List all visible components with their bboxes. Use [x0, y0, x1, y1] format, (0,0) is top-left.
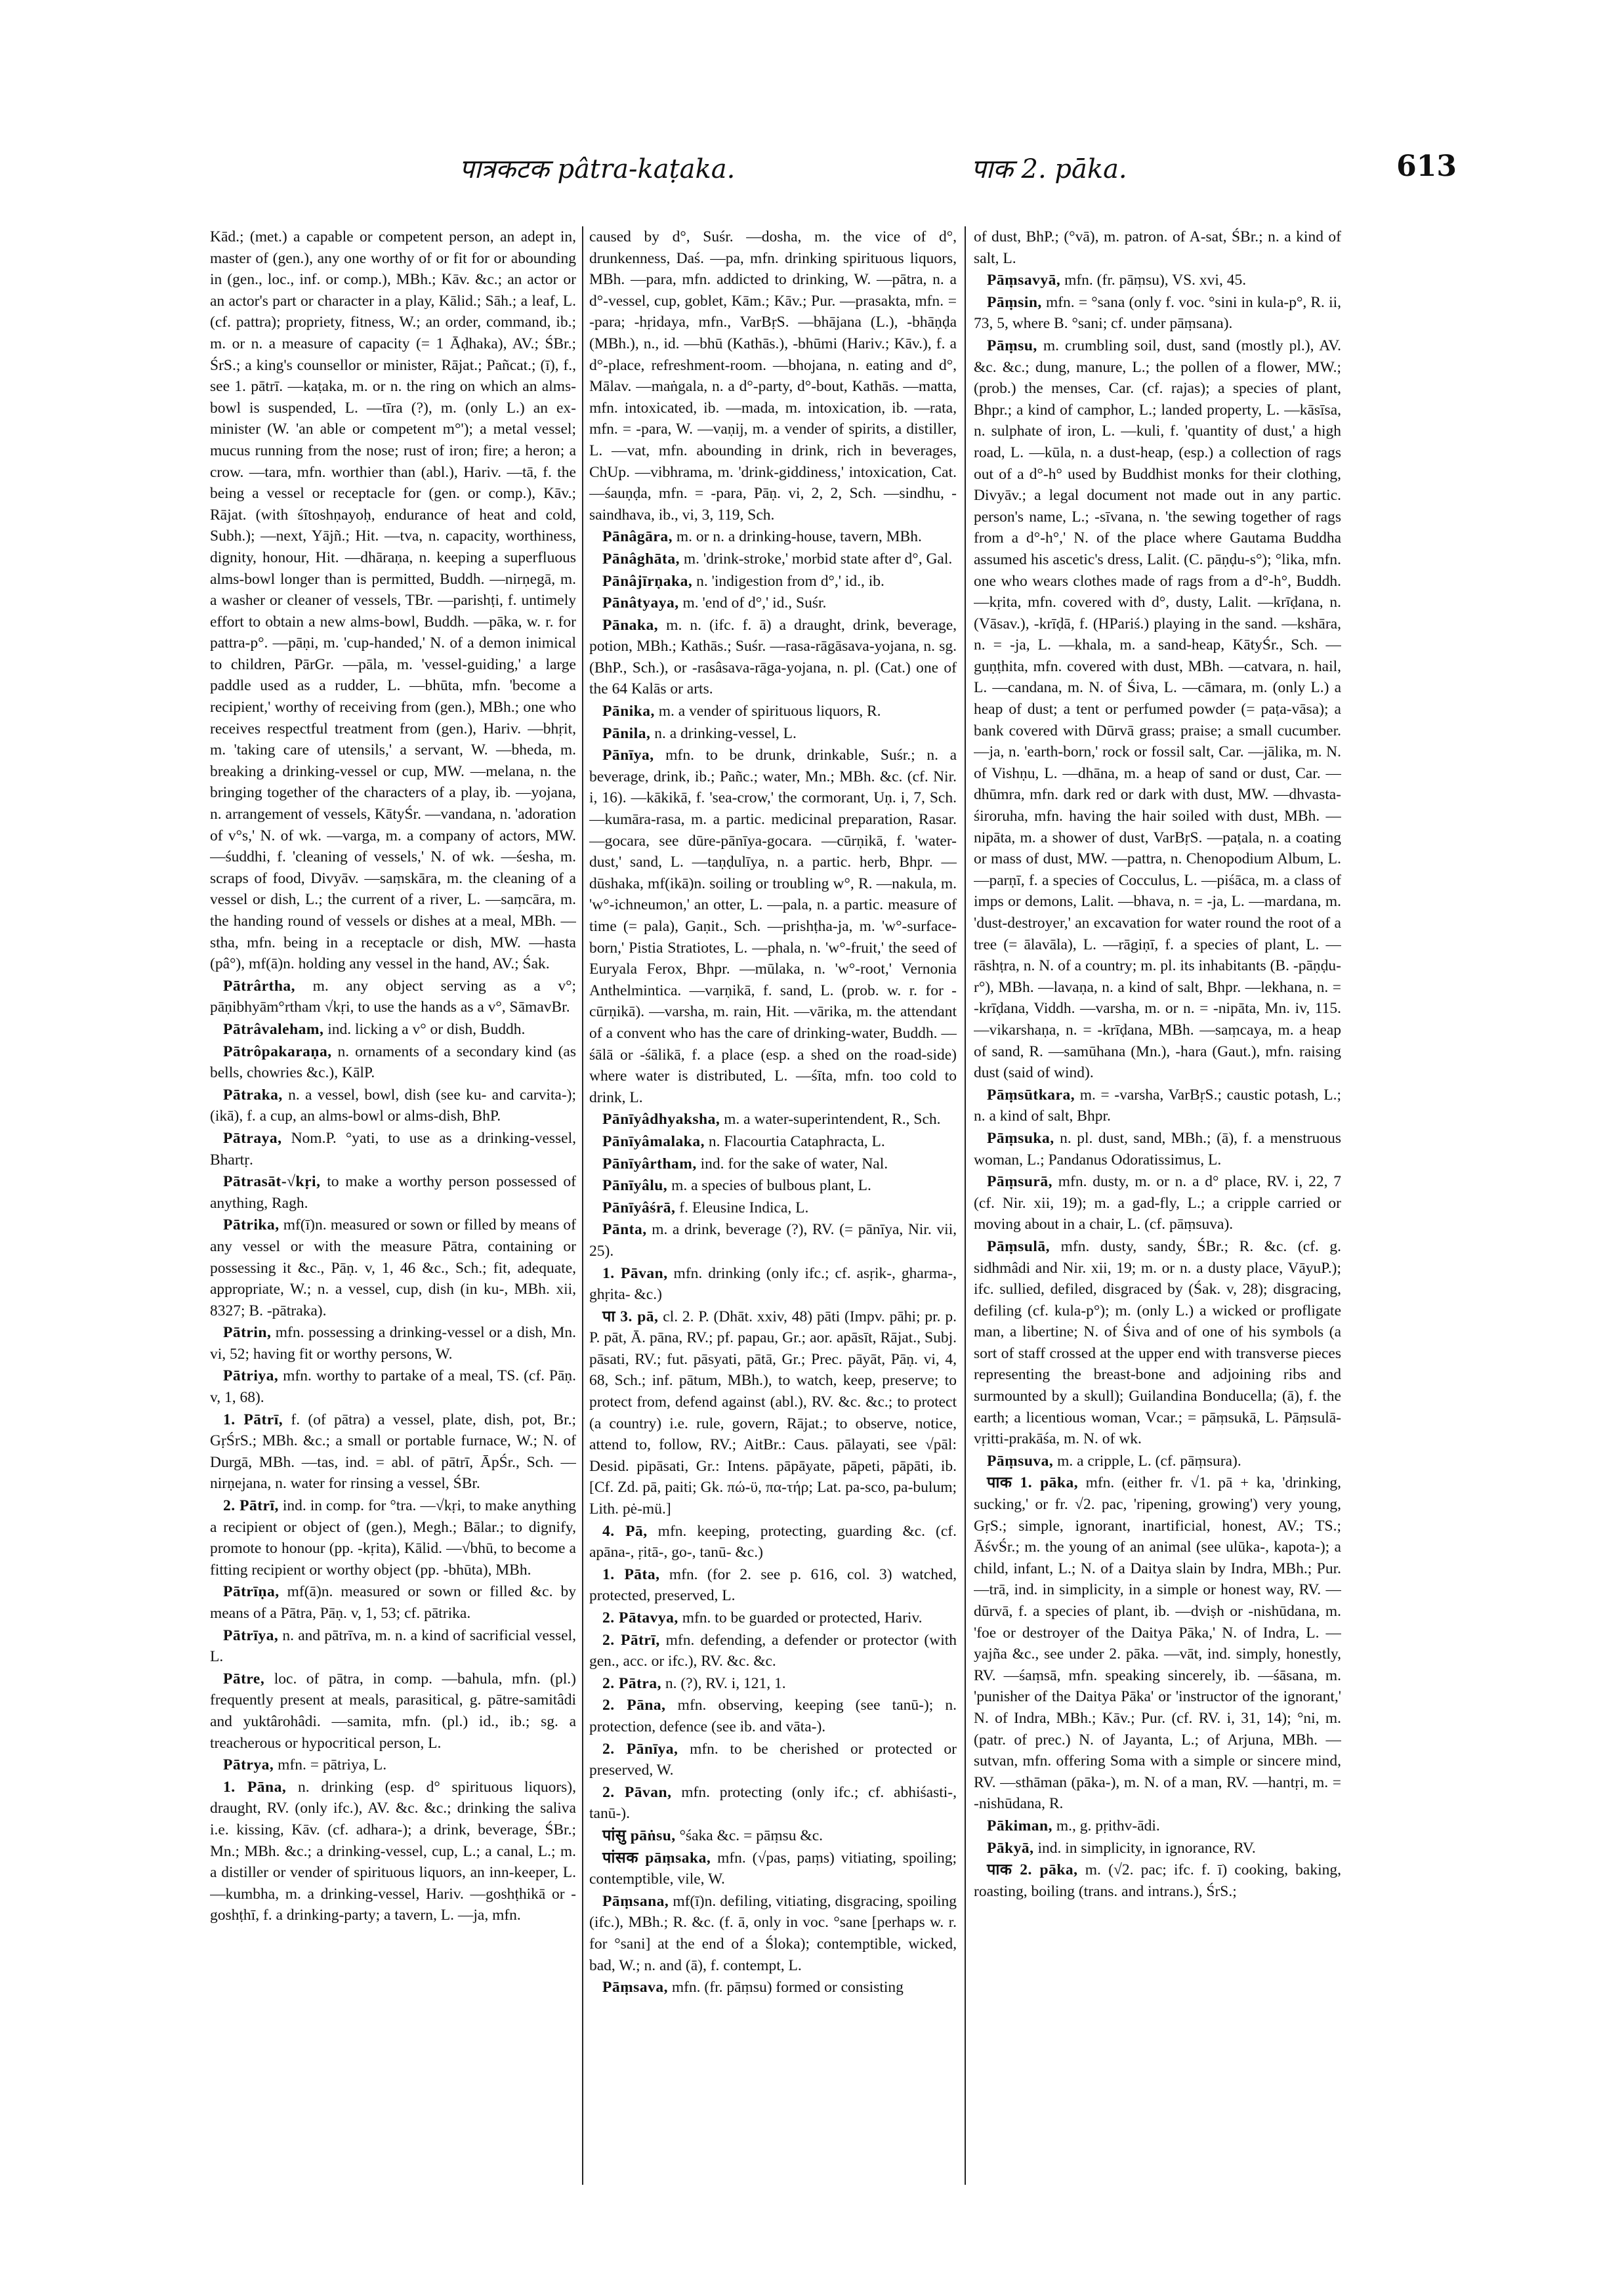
- page-number: 613: [1396, 150, 1457, 183]
- entry-headword: Pāṃsin,: [987, 293, 1042, 311]
- entry-text: mfn. (fr. pāṃsu), VS. xvi, 45.: [1064, 272, 1247, 289]
- dictionary-entry: [589, 1977, 957, 1998]
- entry-text: n. Flacourtia Cataphracta, L.: [708, 1132, 885, 1150]
- dictionary-entry: [589, 723, 957, 745]
- entry-headword: Pāṃsurā,: [987, 1173, 1052, 1191]
- dictionary-entry: [589, 1891, 957, 1976]
- entry-text: ind. in comp. for °tra. —√kṛi, to make anything a recipient or object of (gen.), Megh.; Bālar.; to dignify, promote to honour (pp. -kṛita), Kālid. —√bhū, to become a fitting recipient or worthy object (pp. -bhūta), MBh.: [210, 1497, 576, 1579]
- entry-headword: Pānīyâdhyaksha,: [602, 1111, 720, 1128]
- dictionary-entry: [589, 1739, 957, 1781]
- entry-text: mf(ī)n. defiling, vitiating, disgracing, spoiling (ifc.), MBh.; R. &c. (f. ā, only in voc. °sane [perhaps w. r. for °sani] at the end of a Śloka); contemptible, wicked, bad, W.; n. and (ā), f. contempt, L.: [589, 1892, 957, 1974]
- dictionary-entry: [589, 1521, 957, 1563]
- entry-text: mfn. (for 2. see p. 616, col. 3) watched, protected, preserved, L.: [589, 1565, 957, 1605]
- entry-text: mfn. = pātriya, L.: [278, 1756, 387, 1774]
- dictionary-entry: [589, 1848, 957, 1890]
- entry-text: to make a worthy person possessed of anything, Ragh.: [210, 1173, 576, 1212]
- entry-headword: पांसक pāṃsaka,: [602, 1849, 711, 1867]
- entry-text: mfn. protecting (only ifc.; cf. abhiśasti-, tanū-).: [589, 1783, 957, 1823]
- dictionary-entry: [589, 1131, 957, 1153]
- entry-headword: पाक 1. pāka,: [987, 1474, 1079, 1492]
- dictionary-entry: [589, 571, 957, 592]
- entry-headword: Pānīyârtham,: [602, 1155, 697, 1172]
- page-header: [197, 150, 1457, 189]
- entry-headword: 2. Pātra,: [602, 1674, 661, 1692]
- entry-headword: Pānīyâmalaka,: [602, 1132, 705, 1150]
- entry-text: mfn. observing, keeping (see tanū-); n. protection, defence (see ib. and vāta-).: [589, 1697, 957, 1735]
- entry-text: f. (of pātra) a vessel, plate, dish, pot, Br.; GṛŚrS.; MBh. &c.; a small or portable furnace, W.; N. of Durgā, MBh. —tas, ind. = abl. of pātrī, ĀpŚr., Sch. —nirṇejana, n. water for rinsing a vessel, ŚBr.: [210, 1411, 576, 1493]
- dictionary-entry: [210, 1171, 576, 1214]
- dictionary-entry: [974, 270, 1341, 291]
- entry-headword: 2. Pātrī,: [602, 1631, 660, 1649]
- entry-headword: Pātrârtha,: [223, 977, 296, 995]
- entry-text: m. 'drink-stroke,' morbid state after d°, Gal.: [683, 550, 953, 568]
- entry-text: m. n. (ifc. f. ā) a draught, drink, beverage, potion, MBh.; Kathās.; Suśr. —rasa-rāgāsava-yojana, n. sg. (BhP., Sch.), or -rasâsava-rāga-yojana, n. pl. (Cat.) one of the 64 Kalās or arts.: [589, 616, 957, 698]
- entry-headword: Pākyā,: [987, 1839, 1034, 1857]
- dictionary-entry: [210, 1019, 576, 1041]
- entry-text: mfn. drinking (only ifc.; cf. asṛik-, gharma-, ghṛita- &c.): [589, 1264, 957, 1304]
- dictionary-entry: [210, 976, 576, 1018]
- entry-text: m. a species of bulbous plant, L.: [671, 1177, 871, 1195]
- column-3: [974, 226, 1341, 2185]
- entry-headword: Pānâghāta,: [602, 550, 680, 568]
- dictionary-entry: [589, 1153, 957, 1175]
- entry-text: n. ornaments of a secondary kind (as bells, chowries &c.), KālP.: [210, 1043, 576, 1082]
- entry-headword: Pātrôpakaraṇa,: [223, 1043, 332, 1060]
- dictionary-entry: [974, 1472, 1341, 1815]
- entry-headword: Pānila,: [602, 724, 651, 742]
- dictionary-entry: [974, 1838, 1341, 1859]
- entry-headword: 2. Pānīya,: [602, 1740, 678, 1758]
- entry-text: m. a vender of spirituous liquors, R.: [658, 703, 881, 720]
- entry-headword: 1. Pāta,: [602, 1565, 660, 1583]
- dictionary-entry: [589, 745, 957, 1108]
- dictionary-entry: [589, 1782, 957, 1825]
- entry-text: n. and pātrīva, m. n. a kind of sacrificial vessel, L.: [210, 1626, 576, 1666]
- dictionary-entry: [589, 1263, 957, 1306]
- dictionary-entry: [210, 1128, 576, 1170]
- entry-text: m. or n. a drinking-house, tavern, MBh.: [676, 528, 922, 546]
- entry-headword: Pāṃsuva,: [987, 1452, 1054, 1470]
- dictionary-entry: [589, 615, 957, 700]
- dictionary-entry: [589, 1197, 957, 1219]
- dictionary-entry: [210, 1365, 576, 1408]
- entry-text: f. Eleusine Indica, L.: [679, 1199, 809, 1216]
- dictionary-entry: [589, 1695, 957, 1737]
- entry-text: m. a drink, beverage (?), RV. (= pānīya, Nir. vii, 25).: [589, 1221, 957, 1260]
- dictionary-entry: [210, 1085, 576, 1127]
- entry-text: mf(ī)n. measured or sown or filled by means of any vessel or with the measure Pātra, containing or possessing it &c., Pāṇ. v, 1, 46 &c., Sch.; fit, adequate, appropriate, W.; n. a vessel, cup, dish (in ku-, MBh. xii, 8327; B. -pātraka).: [210, 1216, 576, 1319]
- dictionary-entry: [974, 1859, 1341, 1902]
- dictionary-entry: [589, 1175, 957, 1197]
- dictionary-entry: [974, 292, 1341, 335]
- entry-headword: Pātrika,: [223, 1216, 280, 1234]
- entry-headword: 2. Pāna,: [602, 1697, 666, 1714]
- entry-headword: Pāṃsava,: [602, 1979, 668, 1996]
- entry-text: mfn. = °sana (only f. voc. °sini in kula-p°, R. ii, 73, 5, where B. °sani; cf. under pāṃsana).: [974, 293, 1341, 333]
- entry-text: mfn. to be drunk, drinkable, Suśr.; n. a beverage, drink, ib.; Pañc.; water, Mn.; MBh. &c. (cf. Nir. i, 16). —kākikā, f. 'sea-crow,' the cormorant, Uṇ. i, 7, Sch. —kumāra-rasa, m. a partic. medicinal preparation, Rasar. —gocara, see dūre-pānīya-gocara. —cūrṇikā, f. 'water-dust,' sand, L. —taṇḍulīya, n. a partic. herb, Bhpr. —dūshaka, mf(ikā)n. soiling or troubling w°, R. —nakula, m. 'w°-ichneumon,' an otter, L. —pala, n. a partic. measure of time (= pala), Gaṇit., Sch. —prishṭha-ja, m. 'w°-surface-born,' Pistia Stratiotes, L. —phala, n. 'w°-fruit,' the seed of Euryala Ferox, Bhpr. —mūlaka, n. 'w°-root,' Vernonia Anthelmintica. —varṇikā, f. sand, L. (prob. w. r. for -cūrṇikā). —varsha, m. rain, Hit. —vārika, m. the attendant of a convent who has the care of drinking-water, Buddh. —śālā or -śālikā, f. a place (esp. a shed on the road-side) where water is distributed, L. —śīta, mfn. too cold to drink, L.: [589, 747, 957, 1106]
- dictionary-entry: [210, 1495, 576, 1581]
- entry-headword: पा 3. pā,: [602, 1308, 659, 1325]
- entry-text: m. 'end of d°,' id., Suśr.: [682, 594, 827, 612]
- dictionary-entry: [589, 1630, 957, 1672]
- dictionary-entry: [210, 1041, 576, 1084]
- entry-text: mf(ā)n. measured or sown or filled &c. by means of a Pātra, Pāṇ. v, 1, 53; cf. pātrika.: [210, 1583, 576, 1622]
- dictionary-entry: [974, 1128, 1341, 1170]
- entry-text: cl. 2. P. (Dhāt. xxiv, 48) pāti (Impv. pāhi; pr. p. P. pāt, Ā. pāna, RV.; pf. papau, Gr.; aor. apāsīt, Rājat., Subj. pāsati, RV.; fut. pāsyati, pātā, Gr.; Prec. pāyāt, Pāṇ. vi, 4, 68, Sch.; inf. pātum, MBh.), to watch, keep, preserve; to protect from, defend against (abl.), RV. &c. &c.; to protect (a country) i.e. rule, govern, Rājat.; to observe, notice, attend to, follow, RV.; AitBr.: Caus. pālayati, see √pāl: Desid. pipāsati, Gr.: Intens. pāpāyate, pāpeti, pāpāti, ib. [Cf. Zd. pā, paiti; Gk. πώ-ϋ, πα-τήρ; Lat. pa-sco, pa-bulum; Lith. pė-mü.]: [589, 1308, 957, 1518]
- entry-headword: Pānīyâśrā,: [602, 1199, 676, 1216]
- entry-text: n. a vessel, bowl, dish (see ku- and carvita-); (ikā), f. a cup, an alms-bowl or alms-dish, BhP.: [210, 1086, 576, 1125]
- entry-headword: 1. Pāna,: [223, 1778, 287, 1796]
- entry-text: ind. in simplicity, in ignorance, RV.: [1037, 1839, 1256, 1857]
- column-divider-2: [965, 226, 966, 2185]
- entry-headword: Pāṃsavyā,: [987, 272, 1061, 289]
- entry-headword: Pātrya,: [223, 1756, 274, 1774]
- entry-text: mfn. (either fr. √1. pā + ka, 'drinking, sucking,' or fr. √2. pac, 'ripening, growing') very young, GṛS.; simple, ignorant, inartificial, honest, AV.; TS.; ĀśvŚr.; m. the young of an animal (see ulūka-, kapota-); a child, infant, L.; N. of a Daitya slain by Indra, MBh.; Pur. —trā, ind. in simplicity, in a simple or honest way, RV. —dūrvā, f. a species of plant, ib. —dviṣh or -nishūdana, m. 'foe or destroyer of the Daitya Pāka,' N. of Indra, L. —yajña &c., see under 2. pāka. —vāt, ind. simply, honestly, RV. —śaṃsā, mfn. speaking sincerely, ib. —śāsana, m. 'punisher of the Daitya Pāka' or 'instructor of the ignorant,' N. of Indra, MBh.; Kāv.; Pur. (cf. RV. i, 31, 14); °ni, m. (patr. of prec.) N. of Jayanta, L.; of Arjuna, MBh. —sutvan, mfn. offering Soma with a simple or sincere mind, RV. —sthāman (pāka-), m. N. of a man, RV. —hantṛi, m. = -nishūdana, R.: [974, 1474, 1341, 1813]
- entry-headword: Pātrasāt-√kṛi,: [223, 1173, 321, 1191]
- entry-headword: Pātrin,: [223, 1324, 272, 1342]
- entry-headword: Pānika,: [602, 703, 655, 720]
- entry-text: of dust, BhP.; (°vā), m. patron. of A-sat, ŚBr.; n. a kind of salt, L.: [974, 228, 1341, 267]
- entry-headword: Pānīyâlu,: [602, 1177, 668, 1195]
- entry-headword: 2. Pāvan,: [602, 1783, 672, 1801]
- dictionary-entry: [589, 592, 957, 614]
- header-left-guideword: पात्रकटक pâtra-kaṭaka.: [459, 154, 736, 184]
- dictionary-entry: [974, 226, 1341, 269]
- entry-text: °śaka &c. = pāṃsu &c.: [679, 1827, 823, 1844]
- entry-headword: Pātriya,: [223, 1367, 279, 1385]
- entry-headword: Pānâtyaya,: [602, 594, 679, 612]
- dictionary-entry: [974, 1171, 1341, 1235]
- dictionary-entry: [589, 1607, 957, 1629]
- dictionary-entry: [589, 1564, 957, 1607]
- entry-text: loc. of pātra, in comp. —bahula, mfn. (pl.) frequently present at meals, parasitical, g. pātre-samitâdi and yuktârohâdi. —samita, mfn. (pl.) id., ib.; sg. a treacherous or hypocritical person, L.: [210, 1670, 576, 1752]
- entry-text: m. crumbling soil, dust, sand (mostly pl.), AV. &c. &c.; dung, manure, L.; the pollen of a flower, MW.; (prob.) the menses, Car. (cf. rajas); a species of plant, Bhpr.; a kind of camphor, L.; landed property, L. —kāsīsa, n. sulphate of iron, L. —kuli, f. 'quantity of dust,' a high road, L. —kūla, n. a dust-heap, (esp.) a collection of rags out of a d°-h° used by Buddhist monks for their clothing, Divyāv.; a legal document not made out in any partic. person's name, L.; -sīvana, n. 'the sewing together of rags from a d°-h°,' N. of the place where Gautama Buddha assumed his ascetic's dress, Lalit. (C. pāṇḍu-s°); °lika, mfn. one who wears clothes made of rags from a d°-h°, Buddh. —kṛita, mfn. covered with d°, dusty, Lalit. —krīḍana, n. (Vāsav.), -krīḍā, f. (HPariś.) playing in the sand. —kshāra, n. = -ja, L. —khala, m. a sand-heap, KātyŚr., Sch. —guṇṭhita, mfn. covered with dust, MBh. —catvara, n. hail, L. —candana, m. N. of Śiva, L. —cāmara, m. (only L.) a heap of dust; a tent or perfumed powder (= paṭa-vāsa); a bank covered with Dūrvā grass; praise; a small cucumber. —ja, n. 'earth-born,' rock or fossil salt, Car. —jālika, m. N. of Vishṇu, L. —dhāna, m. a heap of sand or dust, Car. —dhūmra, mfn. dark red or dark with dust, MW. —dhvasta-śiroruha, mfn. having the hair soiled with dust, MBh. —nipāta, m. a shower of dust, VarBṛS. —paṭala, n. a coating or mass of dust, MW. —pattra, n. Chenopodium Album, L. —parṇī, f. a species of Cocculus, L. —piśāca, m. a class of imps or demons, Lalit. —bhava, n. = -ja, L. —mardana, m. 'dust-destroyer,' an excavation for water round the root of a tree (= ālavāla), L. —rāgiṇī, f. a species of plant, L. —rāshṭra, n. N. of a country; m. pl. its inhabitants (B. -pāṇḍu-r°), MBh. —lavaṇa, n. a kind of salt, Bhpr. —lekhana, n. = -krīḍana, Viddh. —varsha, m. or n. = -nipāta, Mn. iv, 115. —vikarshaṇa, n. = -krīḍana, MBh. —saṃcaya, m. a heap of sand, R. —samūhana (Mn.), -hara (Gaut.), mfn. raising dust (said of wind).: [974, 337, 1341, 1082]
- entry-headword: Pātraka,: [223, 1086, 283, 1104]
- entry-text: mfn. dusty, m. or n. a d° place, RV. i, 22, 7 (cf. Nir. xii, 19); m. a gad-fly, L.; a cripple carried or moving about in a chair, L. (cf. pāṃsuva).: [974, 1173, 1341, 1233]
- entry-headword: Pānīya,: [602, 747, 654, 764]
- dictionary-entry: [210, 1409, 576, 1495]
- entry-text: m. any object serving as a v°; pāṇibhyām°rtham √kṛi, to use the hands as a v°, SāmavBr.: [210, 977, 576, 1016]
- entry-text: mfn. to be cherished or protected or preserved, W.: [589, 1740, 957, 1779]
- entry-text: m., g. pṛithv-ādi.: [1056, 1817, 1160, 1834]
- dictionary-entry: [210, 1581, 576, 1624]
- entry-text: mfn. defending, a defender or protector (with gen., acc. or ifc.), RV. &c. &c.: [589, 1631, 957, 1670]
- entry-headword: 1. Pātrī,: [223, 1411, 283, 1428]
- entry-text: m. a cripple, L. (cf. pāṃsura).: [1057, 1452, 1241, 1470]
- entry-text: mfn. to be guarded or protected, Hariv.: [682, 1609, 923, 1626]
- entry-headword: Pānta,: [602, 1221, 647, 1239]
- entry-headword: पांसु pāṅsu,: [602, 1827, 676, 1844]
- entry-headword: Pāṃsu,: [987, 337, 1037, 354]
- entry-headword: 1. Pāvan,: [602, 1264, 668, 1282]
- entry-text: mfn. (√pas, paṃs) vitiating, spoiling; contemptible, vile, W.: [589, 1849, 957, 1888]
- entry-headword: Pānâgāra,: [602, 528, 673, 546]
- entry-text: ind. licking a v° or dish, Buddh.: [327, 1020, 526, 1038]
- entry-text: n. drinking (esp. d° spirituous liquors), draught, RV. (only ifc.), AV. &c. &c.; drinking the saliva i.e. kissing, Kāv. (cf. adhara-); a drink, beverage, ŚBr.; Mn.; MBh. &c.; a drinking-vessel, cup, L.; a canal, L.; m. a distiller or vender of spirituous liquors, an inn-keeper, L. —kumbha, m. a drinking-vessel, Hariv. —goshṭhikā or -goshṭhī, f. a drinking-party; a tavern, L. —ja, mfn.: [210, 1778, 576, 1924]
- entry-headword: पाक 2. pāka,: [987, 1861, 1078, 1879]
- entry-headword: Pānaka,: [602, 616, 659, 634]
- entry-text: m. (√2. pac; ifc. f. ī) cooking, baking, roasting, boiling (trans. and intrans.), ŚrS.;: [974, 1861, 1341, 1900]
- dictionary-entry: [974, 1815, 1341, 1837]
- entry-headword: Pātrâvaleham,: [223, 1020, 324, 1038]
- entry-text: mfn. worthy to partake of a meal, TS. (cf. Pāṇ. v, 1, 68).: [210, 1367, 576, 1407]
- entry-headword: Pāṃsuka,: [987, 1129, 1054, 1147]
- entry-headword: Pātraya,: [223, 1129, 282, 1147]
- entry-text: m. = -varsha, VarBṛS.; caustic potash, L.; n. a kind of salt, Bhpr.: [974, 1086, 1341, 1125]
- dictionary-entry: [974, 1085, 1341, 1127]
- dictionary-entry: [589, 1673, 957, 1695]
- dictionary-entry: [589, 548, 957, 570]
- entry-headword: Pātrīya,: [223, 1626, 279, 1644]
- entry-text: n. pl. dust, sand, MBh.; (ā), f. a menstruous woman, L.; Pandanus Odoratissimus, L.: [974, 1129, 1341, 1168]
- dictionary-entry: [589, 1109, 957, 1130]
- entry-headword: Pāṃsana,: [602, 1892, 669, 1910]
- entry-text: Kād.; (met.) a capable or competent person, an adept in, master of (gen.), any one worthy of or fit for or abounding in (gen., loc., inf. or comp.), MBh.; Kāv. &c.; an actor or an actor's part or character in a play, Kālid.; Sāh.; a leaf, L. (cf. pattra); propriety, fitness, W.; an order, command, ib.; m. or n. a measure of capacity (= 1 Āḍhaka), AV.; ŚBr.; ŚrS.; a king's counsellor or minister, Rājat.; Pañcat.; (ī), f., see 1. pātrī. —kaṭaka, m. or n. the ring on which an alms-bowl is suspended, L. —tīra (?), m. (only L.) an ex-minister (W. 'an able or competent m°'); a metal vessel; mucus running from the nose; rust of iron; fire; a heron; a crow. —tara, mfn. worthier than (abl.), Hariv. —tā, f. the being a vessel or receptacle for (gen. or comp.), Kāv.; Rājat. (with śītoshṇayoḥ, endurance of heat and cold, Subh.); —next, Yājñ.; Hit. —tva, n. capacity, worthiness, dignity, honour, Hit. —dhāraṇa, n. keeping a superfluous alms-bowl longer than is permitted, Buddh. —nirṇegā, m. a washer or cleaner of vessels, TBr. —parishṭi, f. untimely effort to obtain a new alms-bowl, Buddh. —pāka, w. r. for pattra-p°. —pāṇi, m. 'cup-handed,' N. of a demon inimical to children, PārGr. —pāla, m. 'vessel-guiding,' a large paddle used as a rudder, L. —bhūta, mfn. 'become a recipient,' worthy of receiving from (gen.), MBh.; one who receives respectful treatment from (gen.), Hariv. —bhṛit, m. 'taking care of utensils,' a servant, W. —bheda, m. breaking a drinking-vessel or cup, MW. —melana, n. the bringing together of the characters of a play, ib. —yojana, n. arrangement of vessels, KātyŚr. —vandana, n. 'adoration of v°s,' N. of wk. —varga, m. a company of actors, MW. —śuddhi, f. 'cleaning of vessels,' N. of wk. —śesha, m. scraps of food, Divyāv. —saṃskāra, m. the cleaning of a vessel or dish, L.; the current of a river, L. —saṃcāra, m. the handing round of vessels or dishes at a meal, MBh. —stha, mfn. being in a receptacle or dish, MW. —hasta (pâ°), mf(ā)n. holding any vessel in the hand, AV.; Śak.: [210, 228, 576, 973]
- entry-text: n. 'indigestion from d°,' id., ib.: [696, 572, 885, 590]
- entry-headword: Pāṃsulā,: [987, 1237, 1051, 1255]
- dictionary-entry: [589, 226, 957, 526]
- entry-text: m. a water-superintendent, R., Sch.: [724, 1111, 941, 1128]
- dictionary-entry: [210, 1625, 576, 1668]
- entry-headword: 2. Pātavya,: [602, 1609, 678, 1626]
- dictionary-entry: [210, 1214, 576, 1321]
- entry-headword: Pānâjīrṇaka,: [602, 572, 693, 590]
- dictionary-entry: [210, 1777, 576, 1926]
- entry-headword: 4. Pā,: [602, 1522, 648, 1540]
- entry-text: n. (?), RV. i, 121, 1.: [665, 1674, 786, 1692]
- entry-text: caused by d°, Suśr. —dosha, m. the vice of d°, drunkenness, Daś. —pa, mfn. drinking spirituous liquors, MBh. —para, mfn. addicted to drinking, W. —pātra, n. a d°-vessel, cup, goblet, Kām.; Kāv.; Pur. —prasakta, mfn. = -para; -hṛidaya, mfn., VarBṛS. —bhājana (L.), -bhāṇḍa (MBh.), n., id. —bhū (Kathās.), -bhūmi (Hariv.; Kāv.), f. a d°-place, refreshment-room. —bhojana, n. eating and d°, Mālav. —maṅgala, n. a d°-party, d°-bout, Kathās. —matta, mfn. intoxicated, ib. —mada, m. intoxication, ib. —rata, mfn. = -para, W. —vaṇij, m. a vender of spirits, a distiller, L. —vat, mfn. abounding in drink, rich in beverages, ChUp. —vibhrama, m. 'drink-giddiness,' intoxication, Cat. —śauṇḍa, mfn. = -para, Pāṇ. vi, 2, 2, Sch. —sindhu, -saindhava, ib., vi, 3, 119, Sch.: [589, 228, 957, 524]
- entry-headword: 2. Pātrī,: [223, 1497, 279, 1515]
- dictionary-entry: [974, 1451, 1341, 1472]
- dictionary-entry: [589, 1219, 957, 1262]
- entry-text: mfn. dusty, sandy, ŚBr.; R. &c. (cf. g. sidhmâdi and Nir. xii, 19; m. or n. a dusty place, VāyuP.); ifc. sullied, defiled, disgraced by (Śak. v, 28); disgracing, defiling (cf. kula-p°); m. (only L.) a wicked or profligate man, a libertine; N. of Śiva and of one of his symbols (a sort of staff crossed at the upper end with transverse pieces representing the breast-bone and adjoining ribs and surmounted by a skull); Guilandina Bonducella; (ā), f. the earth; a licentious woman, Vcar.; = pāṃsukā, L. Pāṃsulā-vṛitti-prakāśa, m. N. of wk.: [974, 1237, 1341, 1448]
- column-1: [210, 226, 576, 2185]
- dictionary-entry: [589, 701, 957, 722]
- dictionary-entry: [589, 526, 957, 548]
- column-2: [589, 226, 957, 2185]
- column-divider-1: [582, 226, 583, 2185]
- entry-text: n. a drinking-vessel, L.: [654, 724, 797, 742]
- header-right-guideword: पाक 2. pāka.: [971, 154, 1127, 184]
- entry-headword: Pākiman,: [987, 1817, 1052, 1834]
- entry-headword: Pātre,: [223, 1670, 265, 1687]
- dictionary-entry: [589, 1306, 957, 1520]
- dictionary-entry: [210, 1668, 576, 1754]
- dictionary-entry: [210, 1754, 576, 1776]
- entry-headword: Pāṃsūtkara,: [987, 1086, 1075, 1104]
- entry-text: mfn. keeping, protecting, guarding &c. (cf. apāna-, ṛitā-, go-, tanū- &c.): [589, 1522, 957, 1561]
- entry-text: ind. for the sake of water, Nal.: [700, 1155, 888, 1172]
- entry-text: mfn. possessing a drinking-vessel or a dish, Mn. vi, 52; having fit or worthy persons, W.: [210, 1324, 576, 1363]
- entry-text: Nom.P. °yati, to use as a drinking-vessel, Bhartṛ.: [210, 1129, 576, 1168]
- dictionary-entry: [210, 226, 576, 975]
- entry-headword: Pātrīṇa,: [223, 1583, 280, 1601]
- dictionary-entry: [974, 335, 1341, 1084]
- dictionary-entry: [589, 1825, 957, 1847]
- dictionary-entry: [210, 1322, 576, 1365]
- dictionary-entry: [974, 1236, 1341, 1450]
- entry-text: mfn. (fr. pāṃsu) formed or consisting: [671, 1979, 904, 1996]
